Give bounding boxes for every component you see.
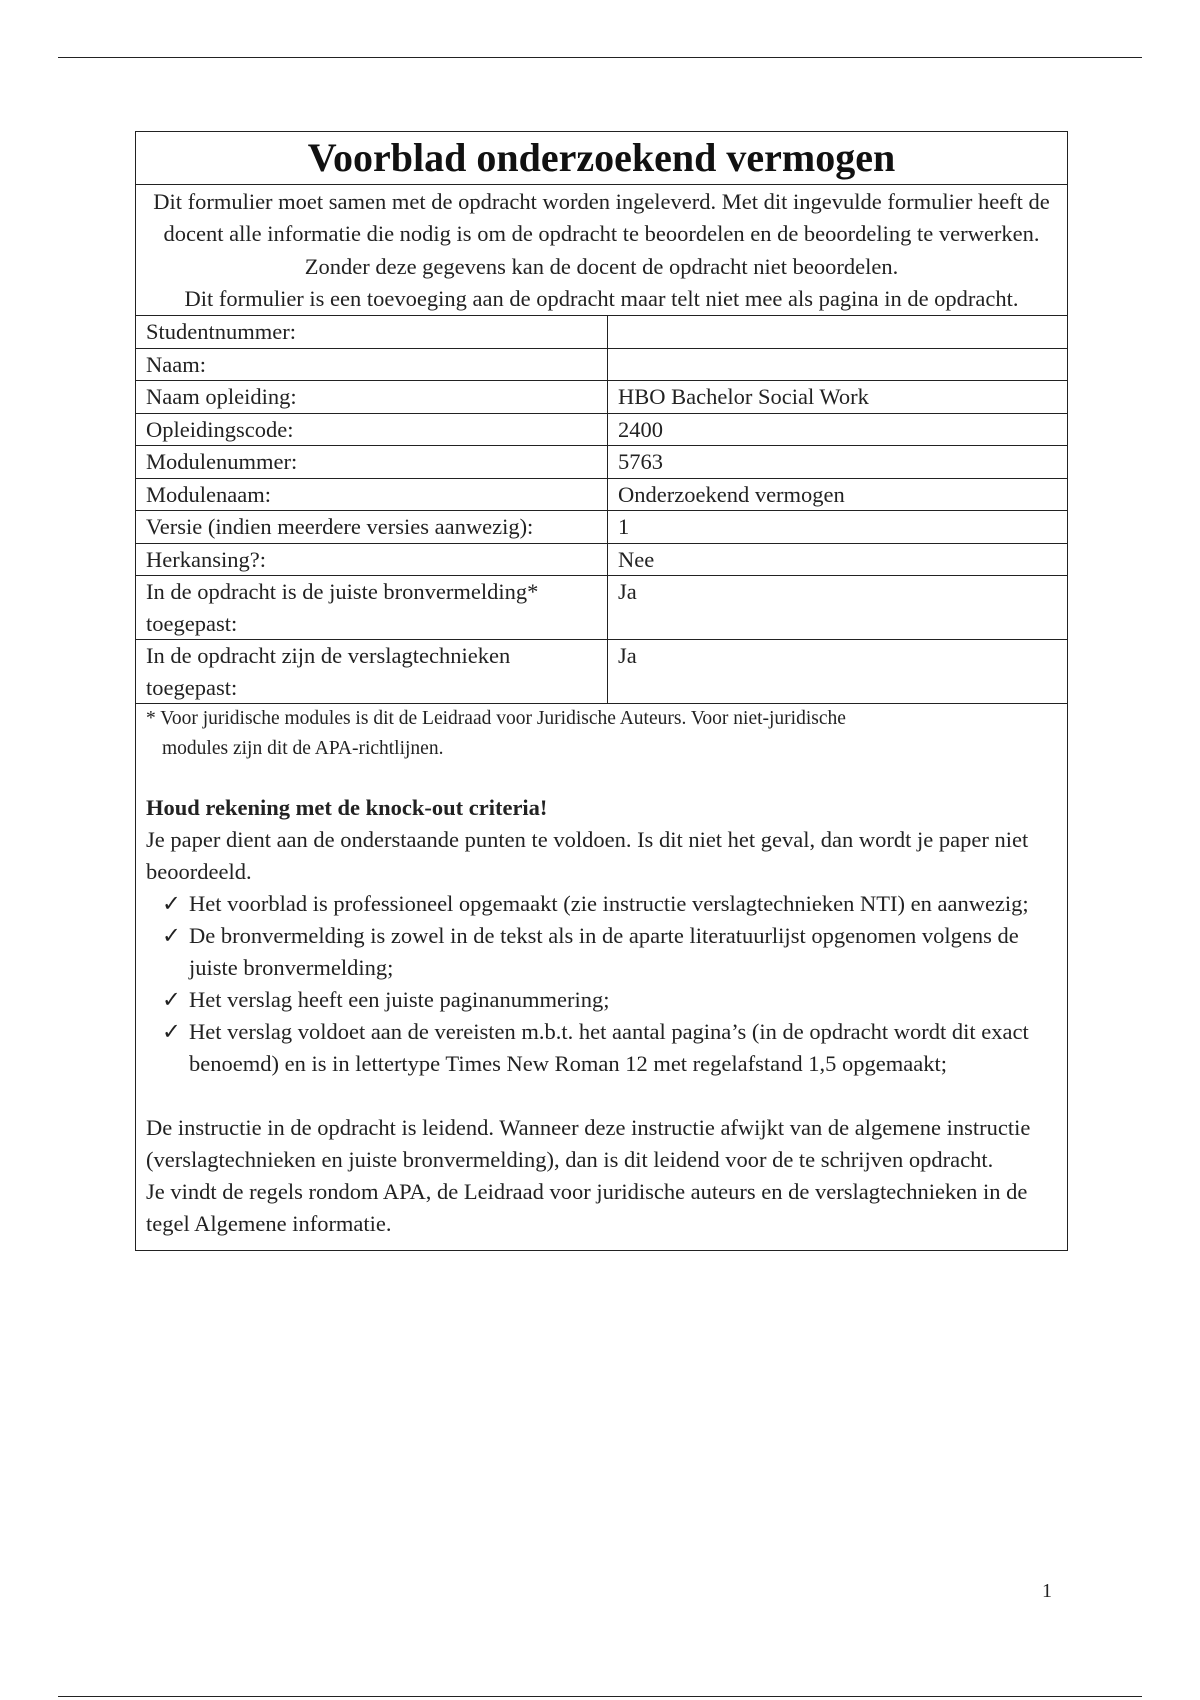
checkmark-icon: ✓	[162, 987, 181, 1013]
checkmark-icon: ✓	[162, 923, 181, 949]
table-row	[136, 478, 1067, 511]
list-item	[162, 1016, 1057, 1080]
info-table	[136, 316, 1067, 704]
field-value-naam[interactable]	[608, 348, 1068, 381]
field-value-bronvermelding: Ja	[608, 576, 1068, 640]
field-label-herkansing: Herkansing?:	[136, 543, 608, 576]
footer-rule	[58, 1696, 1142, 1697]
spacer	[146, 1080, 1057, 1112]
list-item-text: Het verslag heeft een juiste paginanummering;	[189, 987, 610, 1013]
checkmark-icon: ✓	[162, 1019, 181, 1045]
footnote-line: modules zijn dit de APA-richtlijnen.	[162, 738, 444, 760]
field-label-studentnummer: Studentnummer:	[136, 316, 608, 348]
intro-paragraph: Dit formulier is een toevoeging aan de opdracht maar telt niet mee als pagina in de opdracht.	[184, 285, 1019, 311]
knockout-intro: Je paper dient aan de onderstaande punten te voldoen. Is dit niet het geval, dan wordt je paper niet beoordeeld.	[146, 827, 1029, 885]
knockout-title: Houd rekening met de knock-out criteria!	[146, 795, 548, 821]
list-item-text: De bronvermelding is zowel in de tekst als in de aparte literatuurlijst opgenomen volgens de juiste bronvermelding;	[189, 923, 1019, 981]
field-value-naam-opleiding: HBO Bachelor Social Work	[608, 381, 1068, 414]
list-item	[162, 888, 1057, 920]
closing-paragraph: Je vindt de regels rondom APA, de Leidraad voor juridische auteurs en de verslagtechnieken in de tegel Algemene informatie.	[146, 1179, 1028, 1237]
field-label-bronvermelding: In de opdracht is de juiste bronvermelding* toegepast:	[136, 576, 608, 640]
list-item-text: Het voorblad is professioneel opgemaakt (zie instructie verslagtechnieken NTI) en aanwezig;	[189, 891, 1029, 917]
closing-paragraph: De instructie in de opdracht is leidend. Wanneer deze instructie afwijkt van de algemene instructie (verslagtechnieken en juiste bronvermelding), dan is dit leidend voor de te schrijven opdracht.	[146, 1115, 1031, 1173]
page-number: 1	[1042, 1580, 1052, 1602]
field-label-modulenummer: Modulenummer:	[136, 446, 608, 479]
form-title: Voorblad onderzoekend vermogen	[136, 132, 1067, 185]
table-row	[136, 576, 1067, 640]
table-row	[136, 381, 1067, 414]
list-item-text: Het verslag voldoet aan de vereisten m.b.t. het aantal pagina’s (in de opdracht wordt dit exact benoemd) en is in lettertype Times New Roman 12 met regelafstand 1,5 opgemaakt;	[189, 1019, 1029, 1077]
field-value-opleidingscode: 2400	[608, 413, 1068, 446]
field-label-opleidingscode: Opleidingscode:	[136, 413, 608, 446]
form-footer	[136, 704, 1067, 1250]
checkmark-icon: ✓	[162, 891, 181, 917]
field-value-modulenummer: 5763	[608, 446, 1068, 479]
field-value-herkansing: Nee	[608, 543, 1068, 576]
list-item	[162, 984, 1057, 1016]
form-intro	[136, 185, 1067, 316]
table-row	[136, 348, 1067, 381]
table-row	[136, 413, 1067, 446]
table-row	[136, 446, 1067, 479]
field-value-verslagtechnieken: Ja	[608, 640, 1068, 704]
cover-form	[135, 131, 1068, 1251]
intro-paragraph: Dit formulier moet samen met de opdracht worden ingeleverd. Met dit ingevulde formulier heeft de docent alle informatie die nodig is om de opdracht te beoordelen en de beoordeling te verwerken. Zonder deze gegevens kan de docent de opdracht niet beoordelen.	[153, 189, 1050, 279]
field-value-modulenaam: Onderzoekend vermogen	[608, 478, 1068, 511]
knockout-list	[146, 888, 1057, 1080]
field-label-verslagtechnieken: In de opdracht zijn de verslagtechnieken toegepast:	[136, 640, 608, 704]
field-label-modulenaam: Modulenaam:	[136, 478, 608, 511]
field-value-versie: 1	[608, 511, 1068, 544]
field-value-studentnummer[interactable]	[608, 316, 1068, 348]
header-rule	[58, 57, 1142, 58]
field-label-naam: Naam:	[136, 348, 608, 381]
table-row	[136, 543, 1067, 576]
table-row	[136, 316, 1067, 348]
field-label-versie: Versie (indien meerdere versies aanwezig):	[136, 511, 608, 544]
table-row	[136, 640, 1067, 704]
footnote	[146, 704, 1057, 764]
field-label-naam-opleiding: Naam opleiding:	[136, 381, 608, 414]
table-row	[136, 511, 1067, 544]
footnote-line: * Voor juridische modules is dit de Leidraad voor Juridische Auteurs. Voor niet-juridische	[146, 708, 846, 730]
list-item	[162, 920, 1057, 984]
